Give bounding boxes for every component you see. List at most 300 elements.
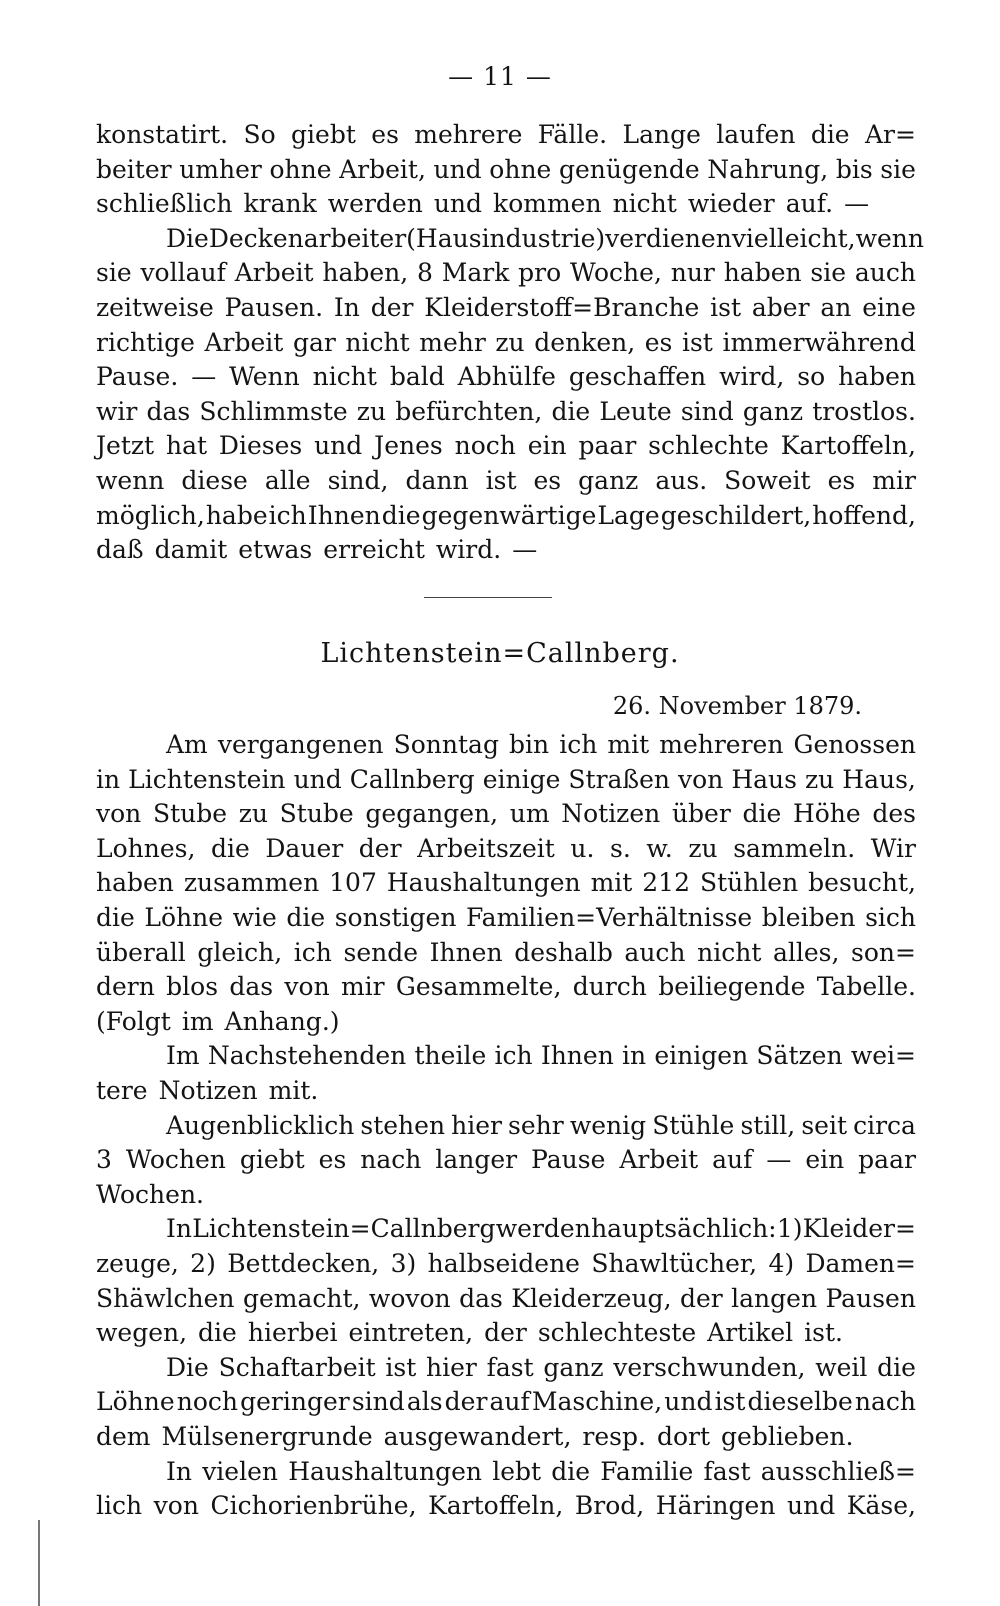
word: ganz	[543, 1352, 604, 1382]
word: stehen	[360, 1110, 446, 1140]
section-divider	[424, 597, 552, 598]
word: überall	[96, 937, 186, 967]
text-line	[96, 763, 916, 797]
word: resp.	[582, 1422, 646, 1451]
word: —	[512, 535, 538, 565]
word: hoffend,	[812, 500, 916, 530]
word: Wir	[870, 833, 916, 863]
word: bin	[509, 730, 550, 759]
word: es	[644, 327, 673, 357]
word: der	[370, 293, 414, 322]
word: Dauer	[265, 833, 344, 863]
word: blos	[166, 972, 219, 1002]
word: geblieben.	[721, 1422, 854, 1451]
word: daß	[96, 535, 144, 565]
word: lebt	[492, 1456, 542, 1486]
word: das	[146, 396, 191, 426]
word: Notizen	[158, 1076, 258, 1105]
word: Pausen	[825, 1283, 916, 1313]
word: verschwunden,	[613, 1352, 806, 1382]
word: ohne	[269, 154, 332, 184]
word: der	[444, 1387, 488, 1417]
text-line	[96, 1420, 916, 1454]
word: eintreten,	[348, 1318, 474, 1348]
word: haben	[723, 258, 802, 288]
word: es	[533, 466, 562, 495]
word: besucht,	[808, 868, 916, 898]
word: dem	[96, 1422, 151, 1451]
word: ist	[385, 1352, 417, 1382]
word: etwas	[238, 535, 313, 565]
word: Fälle.	[537, 120, 608, 149]
word: des	[872, 799, 916, 829]
word: 4)	[768, 1249, 795, 1278]
word: weil	[815, 1352, 868, 1382]
word: ich	[293, 937, 332, 967]
word: Die	[166, 223, 209, 253]
word: Lange	[622, 120, 701, 149]
word: Pausen.	[224, 293, 324, 322]
word: Soweit	[724, 466, 811, 495]
word: mehrere	[414, 120, 523, 149]
word: hierbei	[247, 1318, 338, 1348]
text-line	[96, 797, 916, 831]
word: sie	[810, 258, 847, 288]
word: die	[810, 120, 850, 149]
word: ganz	[742, 396, 804, 426]
word: seit	[801, 1110, 847, 1140]
word: Tabelle.	[816, 972, 916, 1002]
text-line	[96, 1143, 916, 1177]
word: immerwährend	[722, 327, 916, 357]
word: mir	[872, 466, 916, 495]
word: Gesammelte,	[395, 972, 562, 1002]
word: zu	[688, 833, 718, 863]
word: noch	[454, 431, 516, 461]
word: Häringen	[655, 1491, 776, 1521]
word: auch	[854, 258, 916, 288]
word: die	[96, 903, 135, 932]
word: die	[286, 903, 326, 932]
word: Kartoffeln,	[780, 431, 916, 461]
word: Anhang.)	[224, 1006, 340, 1036]
text-line	[96, 326, 916, 360]
text-line	[96, 360, 916, 394]
word: fast	[703, 1456, 751, 1486]
word: gemacht,	[242, 1283, 361, 1313]
word: geringer	[240, 1387, 350, 1417]
word: und	[787, 1491, 836, 1521]
word: noch	[176, 1387, 239, 1417]
word: ganz	[578, 466, 639, 495]
word: Artikel	[707, 1318, 794, 1348]
word: Straßen	[568, 764, 671, 794]
word: nicht	[345, 327, 410, 357]
word: 3	[96, 1145, 112, 1175]
word: aber	[751, 293, 810, 322]
word: (Folgt	[96, 1006, 171, 1036]
word: Mülsenergrunde	[161, 1422, 373, 1451]
word: Sonntag	[393, 730, 499, 759]
word: 107	[329, 868, 377, 898]
word: Pause.	[96, 362, 179, 392]
word: schlechteste	[537, 1318, 697, 1348]
word: alles,	[772, 937, 840, 967]
word: ein	[527, 431, 567, 461]
word: wegen,	[96, 1318, 188, 1348]
word: ich	[559, 730, 598, 759]
word: der	[358, 833, 402, 863]
word: Kleiderzeug,	[511, 1283, 672, 1313]
word: Arbeit	[234, 258, 314, 288]
word: um	[509, 799, 550, 829]
word: mit	[607, 730, 650, 759]
word: w.	[646, 833, 673, 863]
text-line	[166, 222, 925, 256]
word: paar	[858, 1145, 916, 1175]
word: Stube	[152, 799, 228, 829]
word: hier	[451, 1110, 502, 1140]
word: sie	[96, 258, 132, 288]
word: Familien=Verhältnisse	[466, 903, 753, 932]
text-line	[96, 499, 916, 533]
word: im	[181, 1006, 214, 1036]
word: Cichorienbrühe,	[210, 1491, 417, 1521]
word: Wochen.	[96, 1179, 204, 1209]
word: ein	[805, 1145, 845, 1175]
word: ich	[494, 1041, 533, 1071]
word: der	[484, 1318, 527, 1348]
word: von	[96, 799, 142, 829]
word: nach	[360, 1145, 422, 1175]
word: ausgewandert,	[383, 1422, 572, 1451]
word: hier	[426, 1352, 477, 1382]
word: durch	[572, 972, 647, 1002]
word: Ihnen	[540, 1041, 614, 1071]
word: schließlich	[96, 189, 233, 219]
word: 212	[642, 868, 690, 898]
word: einigen	[654, 1041, 749, 1071]
word: aus.	[655, 466, 708, 495]
word: Dieses	[218, 431, 303, 461]
word: über	[671, 799, 731, 829]
word: Jetzt	[96, 431, 155, 461]
word: giebt	[239, 1145, 305, 1175]
word: zeitweise	[96, 293, 214, 322]
word: bald	[389, 362, 445, 392]
word: Stube	[279, 799, 354, 829]
word: sehr	[508, 1110, 564, 1140]
word: erreicht	[323, 535, 425, 565]
word: Haus,	[842, 764, 916, 794]
text-line	[96, 1316, 916, 1350]
word: Käse,	[846, 1491, 916, 1521]
word: wieder	[687, 189, 775, 219]
word: Höhe	[792, 799, 861, 829]
word: die	[551, 1456, 591, 1486]
word: Deckenarbeiter	[208, 223, 407, 253]
word: vielen	[202, 1456, 278, 1486]
word: bleiben	[761, 903, 856, 932]
word: 1)	[776, 1214, 803, 1244]
dateline: 26. November 1879.	[612, 692, 862, 720]
word: haben	[96, 868, 174, 898]
text-line	[166, 1212, 916, 1246]
word: ist	[710, 293, 742, 322]
word: langen	[731, 1283, 818, 1313]
word: zeuge,	[96, 1249, 179, 1278]
word: wovon	[368, 1283, 451, 1313]
word: die	[381, 500, 421, 530]
word: möglich,	[96, 500, 205, 530]
word: wei=	[850, 1041, 916, 1071]
word: Stühlen	[699, 868, 799, 898]
word: Kartoffeln,	[428, 1491, 564, 1521]
word: Haushaltungen	[288, 1456, 482, 1486]
word: Augenblicklich	[166, 1110, 355, 1140]
word: sie	[880, 154, 916, 184]
word: Familie	[600, 1456, 694, 1486]
word: theile	[414, 1041, 487, 1071]
text-line	[96, 832, 916, 866]
word: der	[679, 1283, 723, 1313]
word: Nahrung,	[707, 154, 829, 184]
word: Sätzen	[756, 1041, 843, 1071]
text-line	[96, 1489, 916, 1523]
word: geschaffen	[568, 362, 707, 392]
word: Haushaltungen	[386, 868, 581, 898]
text-line	[96, 901, 916, 935]
word: auf	[712, 1145, 753, 1175]
word: die	[742, 799, 782, 829]
word: befürchten,	[395, 396, 543, 426]
word: zu	[495, 327, 525, 357]
text-line	[96, 1074, 916, 1108]
word: nicht	[697, 937, 762, 967]
word: pro	[518, 258, 562, 288]
word: nach	[854, 1387, 916, 1417]
word: dann	[405, 466, 469, 495]
word: Pause	[531, 1145, 606, 1175]
text-line	[166, 728, 916, 762]
word: 3)	[390, 1249, 417, 1278]
word: denken,	[534, 327, 636, 357]
word: Abhülfe	[457, 362, 556, 392]
word: Lohnes,	[96, 833, 196, 863]
word: Am	[166, 730, 208, 759]
word: und	[293, 764, 342, 794]
word: nicht	[612, 189, 677, 219]
word: nur	[670, 258, 715, 288]
word: sich	[865, 903, 916, 932]
word: werden	[495, 1214, 591, 1244]
word: und	[433, 154, 482, 184]
text-line	[96, 533, 916, 567]
word: wird,	[719, 362, 785, 392]
section-title: Lichtenstein=Callnberg.	[320, 638, 680, 669]
margin-mark	[38, 1520, 40, 1606]
word: es	[827, 466, 856, 495]
word: In	[166, 1214, 192, 1244]
word: Shäwlchen	[96, 1283, 235, 1313]
word: son=	[851, 937, 916, 967]
word: mir	[340, 972, 385, 1002]
word: vollauf	[140, 258, 226, 288]
word: es	[318, 1145, 347, 1175]
word: Arbeitszeit	[417, 833, 555, 863]
word: —	[191, 362, 217, 392]
word: dieselbe	[747, 1387, 853, 1417]
word: trostlos.	[812, 396, 916, 426]
word: in	[96, 764, 121, 794]
word: Arbeit,	[339, 154, 426, 184]
word: —	[844, 189, 870, 219]
word: schlechte	[648, 431, 769, 461]
word: Kleider=	[802, 1214, 916, 1244]
word: So	[243, 120, 276, 149]
text-line	[96, 970, 916, 1004]
word: 8	[417, 258, 433, 288]
word: auf.	[785, 189, 834, 219]
text-line	[96, 153, 916, 187]
word: mehreren	[659, 730, 784, 759]
word: ist	[485, 466, 517, 495]
word: Ar=	[865, 120, 916, 149]
word: In	[333, 293, 360, 322]
word: alle	[264, 466, 311, 495]
word: Löhne	[96, 1387, 175, 1417]
word: an	[820, 293, 852, 322]
word: in	[622, 1041, 647, 1071]
text-line	[96, 1282, 916, 1316]
word: und	[314, 431, 363, 461]
word: ausschließ=	[760, 1456, 916, 1486]
word: nicht	[312, 362, 377, 392]
text-line	[166, 1039, 916, 1073]
word: mit.	[268, 1076, 319, 1105]
word: wir	[96, 396, 138, 426]
word: sind	[680, 396, 734, 426]
word: verdienen	[605, 223, 732, 253]
text-line	[96, 464, 916, 498]
word: paar	[578, 431, 637, 461]
word: auf	[489, 1387, 530, 1417]
text-line	[96, 1005, 916, 1039]
word: giebt	[291, 120, 356, 149]
text-line	[96, 936, 916, 970]
word: vielleicht,	[731, 223, 856, 253]
word: gar	[292, 327, 336, 357]
word: Wochen	[125, 1145, 226, 1175]
word: ist	[681, 327, 713, 357]
word: mehr	[419, 327, 486, 357]
word: werden	[327, 189, 423, 219]
word: u.	[570, 833, 595, 863]
word: richtige	[96, 327, 195, 357]
word: still,	[740, 1110, 796, 1140]
word: Genossen	[793, 730, 916, 759]
word: fast	[486, 1352, 534, 1382]
word: In	[166, 1456, 192, 1486]
word: 2)	[190, 1249, 216, 1278]
word: —	[766, 1145, 792, 1175]
word: krank	[243, 189, 317, 219]
word: von	[678, 764, 724, 794]
word: Shawltücher,	[591, 1249, 758, 1278]
text-line	[96, 256, 916, 290]
word: deshalb	[514, 937, 613, 967]
word: die	[211, 833, 250, 863]
word: wie	[232, 903, 277, 932]
word: dort	[656, 1422, 711, 1451]
word: Haus	[731, 764, 797, 794]
text-line	[96, 429, 916, 463]
word: Callnberg	[349, 764, 475, 794]
word: Schlimmste	[199, 396, 348, 426]
word: halbseidene	[427, 1249, 580, 1278]
word: und	[664, 1387, 713, 1417]
word: beiter	[96, 154, 172, 184]
word: sind,	[327, 466, 389, 495]
text-line	[96, 1178, 916, 1212]
word: Die	[166, 1352, 209, 1382]
word: Ihnen	[429, 937, 503, 967]
word: von	[153, 1491, 199, 1521]
word: gegenwärtige	[421, 500, 597, 530]
word: als	[406, 1387, 443, 1417]
word: sind	[351, 1387, 405, 1417]
word: habe	[205, 500, 268, 530]
word: haben,	[322, 258, 409, 288]
word: Kleiderstoff=Branche	[424, 293, 700, 322]
word: langer	[435, 1145, 518, 1175]
word: kommen	[493, 189, 602, 219]
word: auch	[624, 937, 686, 967]
word: laufen	[716, 120, 796, 149]
word: ist	[714, 1387, 746, 1417]
word: die	[877, 1352, 916, 1382]
word: geschildert,	[660, 500, 812, 530]
word: Im	[166, 1041, 200, 1071]
word: so	[797, 362, 826, 392]
word: circa	[853, 1110, 916, 1140]
word: wird.	[435, 535, 502, 565]
word: Brod,	[574, 1491, 645, 1521]
text-line	[96, 118, 916, 152]
text-line	[166, 1455, 916, 1489]
word: genügende	[558, 154, 700, 184]
word: s.	[610, 833, 631, 863]
word: wenn	[96, 466, 165, 495]
word: das	[229, 972, 274, 1002]
word: damit	[154, 535, 228, 565]
word: Damen=	[805, 1249, 916, 1278]
word: bis	[835, 154, 873, 184]
word: das	[459, 1283, 503, 1313]
word: Lage	[597, 500, 660, 530]
word: vergangenen	[217, 730, 384, 759]
word: einige	[482, 764, 561, 794]
word: haben	[838, 362, 916, 392]
word: Ihnen	[307, 500, 381, 530]
word: Nachstehenden	[207, 1041, 407, 1071]
word: Maschine,	[531, 1387, 663, 1417]
word: von	[284, 972, 330, 1002]
word: (Hausindustrie)	[406, 223, 606, 253]
word: Jenes	[374, 431, 443, 461]
word: hat	[165, 431, 208, 461]
word: wenig	[569, 1110, 647, 1140]
